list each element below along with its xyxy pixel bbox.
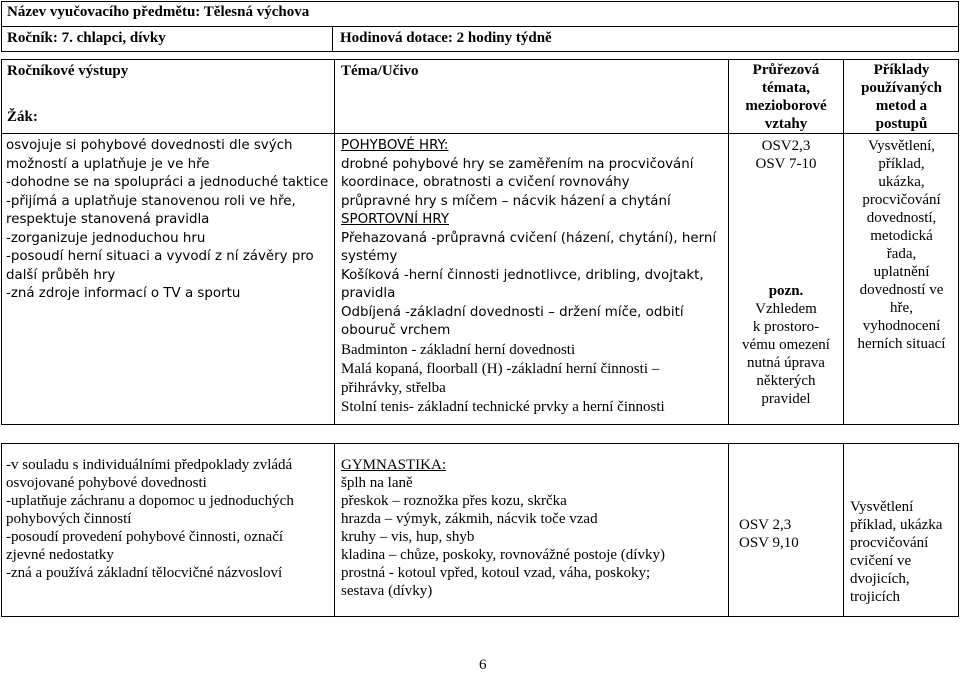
topic-heading-sportovni-hry: SPORTOVNÍ HRY [341, 212, 450, 227]
col-divider-2b [728, 443, 729, 617]
col-divider-1b [334, 443, 335, 617]
header-col-divider [332, 26, 333, 52]
table-header-divider [1, 133, 959, 134]
grade-label: Ročník: 7. chlapci, dívky [7, 30, 166, 46]
col-header-topic: Téma/Učivo [341, 63, 419, 79]
row2-outputs: -v souladu s individuálními předpoklady zvládá osvojované pohybové dovednosti -uplatňuje záchranu a dopomoc u jednoduchých pohybových činností -posoudí provedení pohybové činnosti, označí zjevné nedostatky -zná a používá základní tělocvičné názvosloví [6, 457, 294, 581]
topic-heading-gymnastika: GYMNASTIKA: [341, 457, 446, 473]
col-header-outputs: Ročníkové výstupy [7, 63, 129, 79]
row1-methods: Vysvětlení, příklad, ukázka, procvičování dovedností, metodická řada, uplatnění dovedností ve hře, vyhodnocení herních situací [857, 138, 946, 352]
row2-methods: Vysvětlení příklad, ukázka procvičování cvičení ve dvojicích, trojicích [850, 499, 943, 605]
col-header-pupil: Žák: [7, 109, 38, 125]
header-divider [1, 26, 959, 27]
subject-title: Název vyučovacího předmětu: Tělesná výchova [7, 4, 310, 20]
row2-topic: GYMNASTIKA: šplh na laně přeskok – roznožka přes kozu, skrčka hrazda – výmyk, zákmih, nácvik toče vzad kruhy – vis, hup, shyb kladina – chůze, poskoky, rovnovážné postoje (dívky) prostná - kotoul vpřed, kotoul vzad, váha, poskoky; sestava (dívky) [341, 457, 665, 599]
note-label: pozn. [768, 283, 804, 299]
col-divider-1 [334, 59, 335, 425]
topic-heading-pohybove-hry: POHYBOVÉ HRY: [341, 138, 449, 153]
row1-crosscutting: OSV2,3 OSV 7-10 [755, 138, 817, 172]
row1-topic: POHYBOVÉ HRY: drobné pohybové hry se zaměřením na procvičování koordinace, obratnosti a cvičení rovnováhy průpravné hry s míčem – nácvik házení a chytání SPORTOVNÍ HRY Přehazovaná -průpravná cvičení (házení, chytání), herní systémy Košíková -herní činnosti jednotlivce, dribling, dvojtakt, pravidla Odbíjená -základní dovednosti – držení míče, odbití obouruč vrchem Badminton - základní herní dovednosti Malá kopaná, floorball (H) -základní herní činnosti – přihrávky, střelba Stolní tenis- základní technické prvky a herní činnosti [341, 138, 717, 415]
row1-note: pozn. Vzhledem k prostoro- vému omezení nutná úprava některých pravidel [729, 282, 843, 408]
page-number: 6 [479, 657, 487, 673]
row2-crosscutting: OSV 2,3 OSV 9,10 [739, 517, 799, 551]
hours-label: Hodinová dotace: 2 hodiny týdně [340, 30, 552, 46]
col-header-crosscutting: Průřezová témata, mezioborové vztahy [745, 62, 827, 132]
col-divider-3b [843, 443, 844, 617]
row1-outputs: osvojuje si pohybové dovednosti dle svých možností a uplatňuje je ve hře -dohodne se na spolupráci a jednoduché taktice -přijímá a uplatňuje stanovenou roli ve hře, respektuje stanovená pravidla -zorganizuje jednoduchou hru -posoudí herní situaci a vyvodí z ní závěry pro další průběh hry -zná zdroje informací o TV a sportu [6, 138, 329, 301]
col-header-methods: Příklady používaných metod a postupů [861, 62, 942, 132]
